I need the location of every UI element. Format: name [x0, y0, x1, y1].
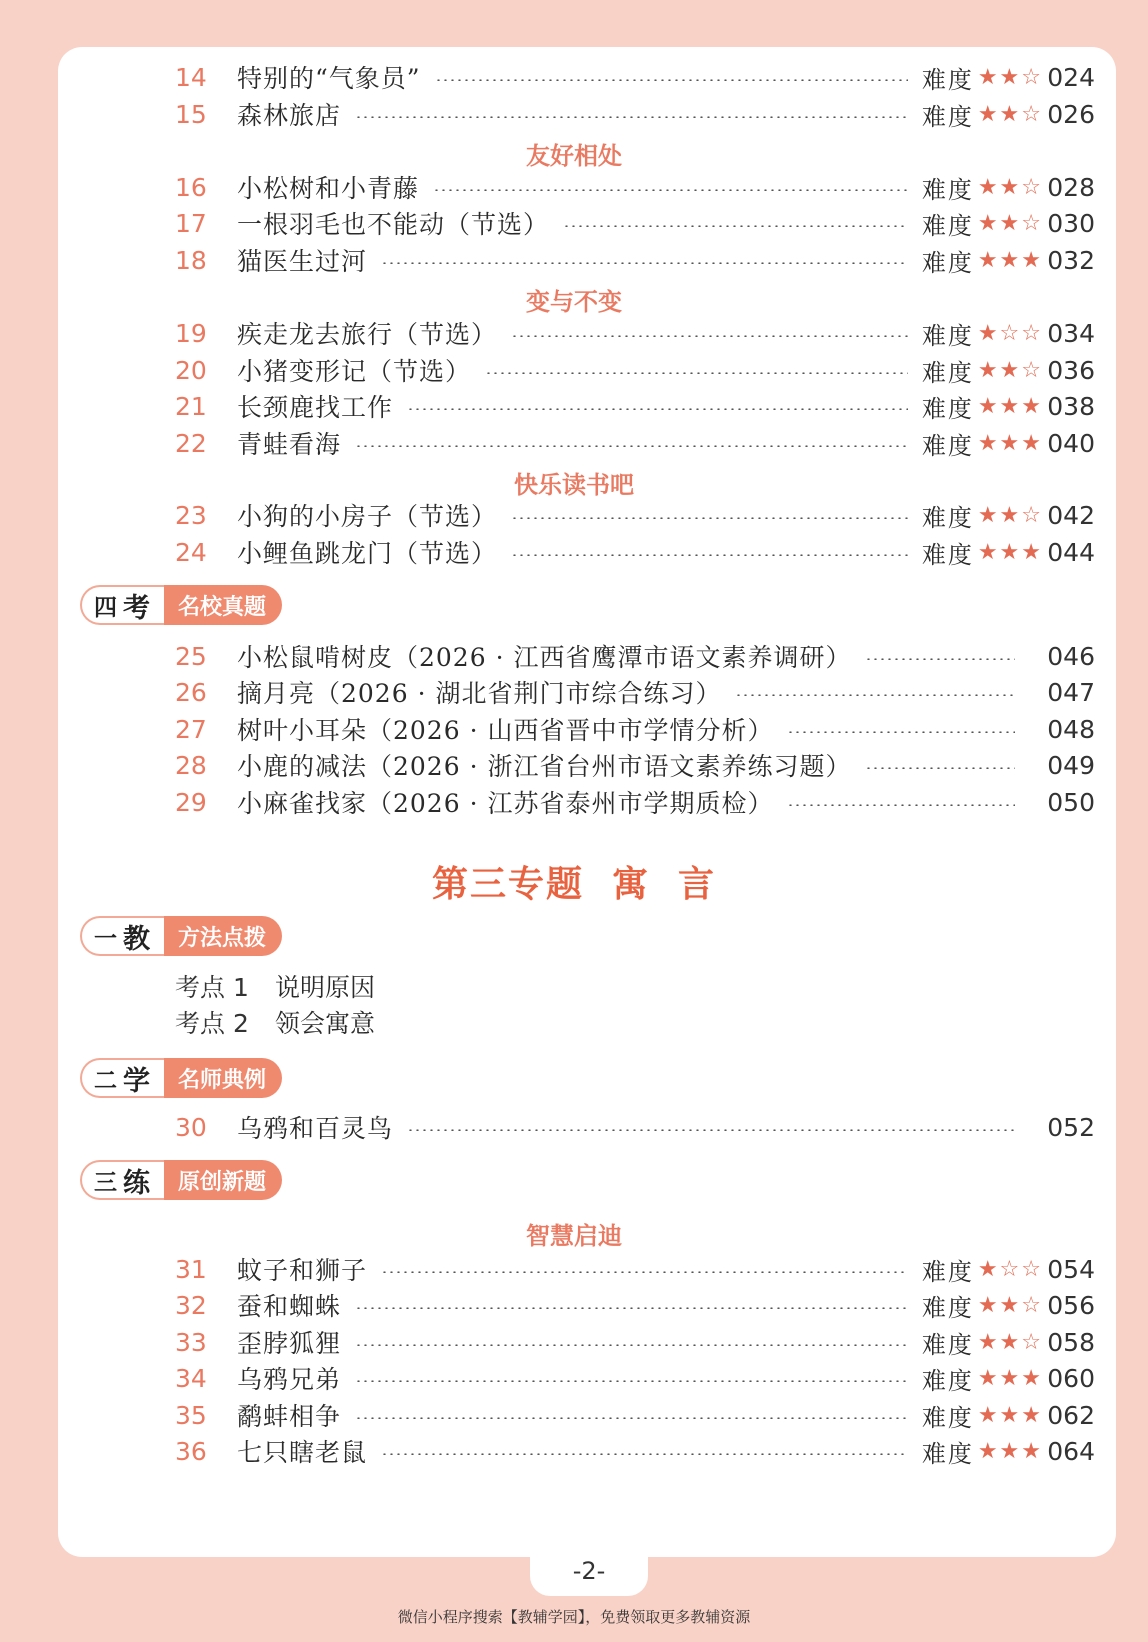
- difficulty-label: 难度: [921, 102, 974, 131]
- star-rating-icon: ★★★: [977, 393, 1043, 419]
- entry-page: 044: [1047, 537, 1095, 567]
- toc-entry[interactable]: [175, 1359, 1095, 1397]
- difficulty: [922, 1361, 1043, 1396]
- difficulty-label: 难度: [921, 540, 974, 569]
- dot-leader: [381, 262, 908, 264]
- entry-number: 15: [175, 99, 207, 129]
- entry-title: 小松树和小青藤: [237, 174, 420, 203]
- entry-number: 22: [175, 428, 207, 458]
- entry-title: 青蛙看海: [237, 430, 342, 459]
- difficulty-label: 难度: [921, 503, 974, 532]
- toc-entry[interactable]: [175, 710, 1095, 748]
- entry-number: 19: [175, 318, 207, 348]
- entry-page: 036: [1047, 355, 1095, 385]
- toc-entry[interactable]: [175, 746, 1095, 784]
- difficulty: [922, 353, 1043, 388]
- dot-leader: [787, 731, 1015, 733]
- entry-number: 28: [175, 750, 207, 780]
- key-point-label: 考点 2: [175, 1009, 249, 1038]
- star-rating-icon: ★★★: [977, 539, 1043, 565]
- entry-number: 21: [175, 391, 207, 421]
- toc-entry[interactable]: [175, 58, 1095, 96]
- difficulty-label: 难度: [921, 321, 974, 350]
- difficulty-label: 难度: [921, 431, 974, 460]
- toc-entry[interactable]: [175, 637, 1095, 675]
- badge-label: [80, 1160, 164, 1200]
- star-rating-icon: ★★★: [977, 430, 1043, 456]
- badge-title: 名校真题: [164, 585, 282, 625]
- difficulty: [922, 1325, 1043, 1360]
- chapter-topic-2: 言: [678, 864, 717, 905]
- difficulty: [922, 97, 1043, 132]
- dot-leader: [381, 1271, 908, 1273]
- entry-title: 七只瞎老鼠: [237, 1438, 368, 1467]
- dot-leader: [407, 1129, 1015, 1131]
- difficulty: [922, 1288, 1043, 1323]
- toc-entry[interactable]: [175, 1108, 1095, 1146]
- section-badge-xue: [80, 1058, 282, 1098]
- badge-label: [80, 585, 164, 625]
- difficulty-label: 难度: [921, 1439, 974, 1468]
- footer-note: 微信小程序搜索【教辅学园】，免费领取更多教辅资源: [397, 1608, 751, 1626]
- badge-title: 名师典例: [164, 1058, 282, 1098]
- entry-page: 024: [1047, 62, 1095, 92]
- section-badge-lian: [80, 1160, 282, 1200]
- entry-page: 046: [1047, 641, 1095, 671]
- entry-page: 062: [1047, 1400, 1095, 1430]
- toc-entry[interactable]: [175, 168, 1095, 206]
- difficulty: [922, 243, 1043, 278]
- section-subtitle: 友好相处: [526, 142, 622, 170]
- chapter-topic-1: 寓: [611, 864, 650, 905]
- star-rating-icon: ★★☆: [977, 1292, 1043, 1318]
- entry-page: 060: [1047, 1363, 1095, 1393]
- badge-keyword: 教: [123, 923, 150, 955]
- entry-number: 29: [175, 787, 207, 817]
- difficulty: [922, 389, 1043, 424]
- difficulty: [922, 60, 1043, 95]
- badge-keyword: 考: [123, 592, 150, 624]
- key-point-label: 考点 1: [175, 973, 249, 1002]
- entry-number: 30: [175, 1112, 207, 1142]
- entry-title: 树叶小耳朵（2026 · 山西省晋中市学情分析）: [237, 716, 774, 745]
- entry-number: 14: [175, 62, 207, 92]
- difficulty: [922, 1252, 1043, 1287]
- badge-ordinal: 四: [94, 594, 117, 621]
- entry-page: 056: [1047, 1290, 1095, 1320]
- difficulty: [922, 206, 1043, 241]
- toc-entry[interactable]: [175, 673, 1095, 711]
- section-badge-jiao: [80, 916, 282, 956]
- difficulty: [922, 498, 1043, 533]
- dot-leader: [381, 1453, 908, 1455]
- difficulty: [922, 426, 1043, 461]
- entry-title: 森林旅店: [237, 101, 342, 130]
- difficulty: [922, 170, 1043, 205]
- entry-title: 小鲤鱼跳龙门（节选）: [237, 539, 498, 568]
- difficulty-label: 难度: [921, 65, 974, 94]
- entry-page: 049: [1047, 750, 1095, 780]
- star-rating-icon: ★★★: [977, 247, 1043, 273]
- entry-page: 042: [1047, 500, 1095, 530]
- toc-entry[interactable]: [175, 1396, 1095, 1434]
- star-rating-icon: ★★★: [977, 1438, 1043, 1464]
- entry-number: 32: [175, 1290, 207, 1320]
- entry-title: 小松鼠啃树皮（2026 · 江西省鹰潭市语文素养调研）: [237, 643, 852, 672]
- entry-page: 038: [1047, 391, 1095, 421]
- dot-leader: [511, 517, 908, 519]
- dot-leader: [865, 658, 1015, 660]
- dot-leader: [563, 225, 908, 227]
- badge-keyword: 学: [123, 1065, 150, 1097]
- entry-title: 摘月亮（2026 · 湖北省荆门市综合练习）: [237, 679, 722, 708]
- toc-entry[interactable]: [175, 204, 1095, 242]
- difficulty-label: 难度: [921, 358, 974, 387]
- difficulty-label: 难度: [921, 175, 974, 204]
- entry-title: 长颈鹿找工作: [237, 393, 394, 422]
- entry-page: 026: [1047, 99, 1095, 129]
- toc-entry[interactable]: [175, 1250, 1095, 1288]
- difficulty-label: 难度: [921, 1330, 974, 1359]
- entry-number: 25: [175, 641, 207, 671]
- dot-leader: [355, 116, 908, 118]
- entry-title: 蚕和蜘蛛: [237, 1292, 342, 1321]
- entry-number: 26: [175, 677, 207, 707]
- difficulty-label: 难度: [921, 1403, 974, 1432]
- entry-page: 052: [1047, 1112, 1095, 1142]
- dot-leader: [787, 804, 1015, 806]
- chapter-heading: [0, 856, 1148, 907]
- badge-ordinal: 一: [94, 925, 117, 952]
- section-subtitle: 智慧启迪: [526, 1222, 622, 1250]
- key-point[interactable]: [175, 968, 375, 1004]
- badge-ordinal: 二: [94, 1067, 117, 1094]
- difficulty-label: 难度: [921, 1366, 974, 1395]
- entry-page: 058: [1047, 1327, 1095, 1357]
- star-rating-icon: ★☆☆: [977, 320, 1043, 346]
- key-point-text: 领会寓意: [275, 1009, 376, 1038]
- entry-page: 040: [1047, 428, 1095, 458]
- dot-leader: [355, 1307, 908, 1309]
- entry-title: 小麻雀找家（2026 · 江苏省泰州市学期质检）: [237, 789, 774, 818]
- badge-keyword: 练: [123, 1167, 150, 1199]
- dot-leader: [511, 554, 908, 556]
- badge-title: 原创新题: [164, 1160, 282, 1200]
- entry-page: 054: [1047, 1254, 1095, 1284]
- dot-leader: [435, 79, 908, 81]
- difficulty-label: 难度: [921, 211, 974, 240]
- star-rating-icon: ★★☆: [977, 64, 1043, 90]
- entry-title: 乌鸦和百灵鸟: [237, 1114, 394, 1143]
- toc-entry[interactable]: [175, 387, 1095, 425]
- entry-page: 028: [1047, 172, 1095, 202]
- badge-label: [80, 1058, 164, 1098]
- star-rating-icon: ★★☆: [977, 502, 1043, 528]
- toc-entry[interactable]: [175, 783, 1095, 821]
- entry-page: 050: [1047, 787, 1095, 817]
- star-rating-icon: ★★★: [977, 1365, 1043, 1391]
- entry-title: 歪脖狐狸: [237, 1329, 342, 1358]
- star-rating-icon: ★★☆: [977, 210, 1043, 236]
- dot-leader: [355, 1380, 908, 1382]
- entry-number: 20: [175, 355, 207, 385]
- toc-entry[interactable]: [175, 533, 1095, 571]
- toc-entry[interactable]: [175, 314, 1095, 352]
- toc-entry[interactable]: [175, 241, 1095, 279]
- toc-entry[interactable]: [175, 1323, 1095, 1361]
- entry-number: 18: [175, 245, 207, 275]
- difficulty-label: 难度: [921, 1257, 974, 1286]
- section-subtitle: 变与不变: [526, 288, 622, 316]
- toc-entry[interactable]: [175, 496, 1095, 534]
- entry-title: 鹬蚌相争: [237, 1402, 342, 1431]
- entry-title: 猫医生过河: [237, 247, 368, 276]
- dot-leader: [407, 408, 908, 410]
- star-rating-icon: ★★☆: [977, 174, 1043, 200]
- key-point-text: 说明原因: [275, 973, 376, 1002]
- difficulty: [922, 1434, 1043, 1469]
- entry-number: 35: [175, 1400, 207, 1430]
- entry-title: 乌鸦兄弟: [237, 1365, 342, 1394]
- entry-number: 34: [175, 1363, 207, 1393]
- entry-number: 36: [175, 1436, 207, 1466]
- star-rating-icon: ★★★: [977, 1402, 1043, 1428]
- entry-number: 31: [175, 1254, 207, 1284]
- toc-entry[interactable]: [175, 424, 1095, 462]
- entry-title: 一根羽毛也不能动（节选）: [237, 210, 550, 239]
- section-subtitle: 快乐读书吧: [514, 471, 634, 499]
- entry-page: 032: [1047, 245, 1095, 275]
- entry-title: 疾走龙去旅行（节选）: [237, 320, 498, 349]
- star-rating-icon: ★★☆: [977, 101, 1043, 127]
- key-point[interactable]: [175, 1004, 375, 1040]
- dot-leader: [355, 445, 908, 447]
- badge-label: [80, 916, 164, 956]
- entry-number: 23: [175, 500, 207, 530]
- toc-entry[interactable]: [175, 1432, 1095, 1470]
- star-rating-icon: ★★☆: [977, 1329, 1043, 1355]
- dot-leader: [735, 694, 1015, 696]
- section-badge-kao: [80, 585, 282, 625]
- difficulty: [922, 535, 1043, 570]
- star-rating-icon: ★★☆: [977, 357, 1043, 383]
- entry-page: 048: [1047, 714, 1095, 744]
- entry-title: 特别的“气象员”: [237, 64, 421, 93]
- entry-page: 064: [1047, 1436, 1095, 1466]
- entry-number: 17: [175, 208, 207, 238]
- toc-entry[interactable]: [175, 1286, 1095, 1324]
- toc-entry[interactable]: [175, 95, 1095, 133]
- entry-number: 33: [175, 1327, 207, 1357]
- dot-leader: [865, 767, 1015, 769]
- entry-page: 030: [1047, 208, 1095, 238]
- toc-entry[interactable]: [175, 351, 1095, 389]
- entry-title: 小狗的小房子（节选）: [237, 502, 498, 531]
- dot-leader: [433, 189, 908, 191]
- dot-leader: [355, 1417, 908, 1419]
- entry-number: 24: [175, 537, 207, 567]
- difficulty: [922, 316, 1043, 351]
- badge-title: 方法点拨: [164, 916, 282, 956]
- entry-title: 小猪变形记（节选）: [237, 357, 472, 386]
- entry-page: 047: [1047, 677, 1095, 707]
- chapter-title: 第三专题: [431, 864, 584, 905]
- entry-title: 小鹿的减法（2026 · 浙江省台州市语文素养练习题）: [237, 752, 852, 781]
- star-rating-icon: ★☆☆: [977, 1256, 1043, 1282]
- entry-number: 27: [175, 714, 207, 744]
- dot-leader: [355, 1344, 908, 1346]
- difficulty: [922, 1398, 1043, 1433]
- badge-ordinal: 三: [94, 1169, 117, 1196]
- entry-number: 16: [175, 172, 207, 202]
- difficulty-label: 难度: [921, 248, 974, 277]
- dot-leader: [485, 372, 908, 374]
- difficulty-label: 难度: [921, 394, 974, 423]
- dot-leader: [511, 335, 908, 337]
- page-number: -2-: [530, 1546, 648, 1596]
- entry-page: 034: [1047, 318, 1095, 348]
- entry-title: 蚊子和狮子: [237, 1256, 368, 1285]
- difficulty-label: 难度: [921, 1293, 974, 1322]
